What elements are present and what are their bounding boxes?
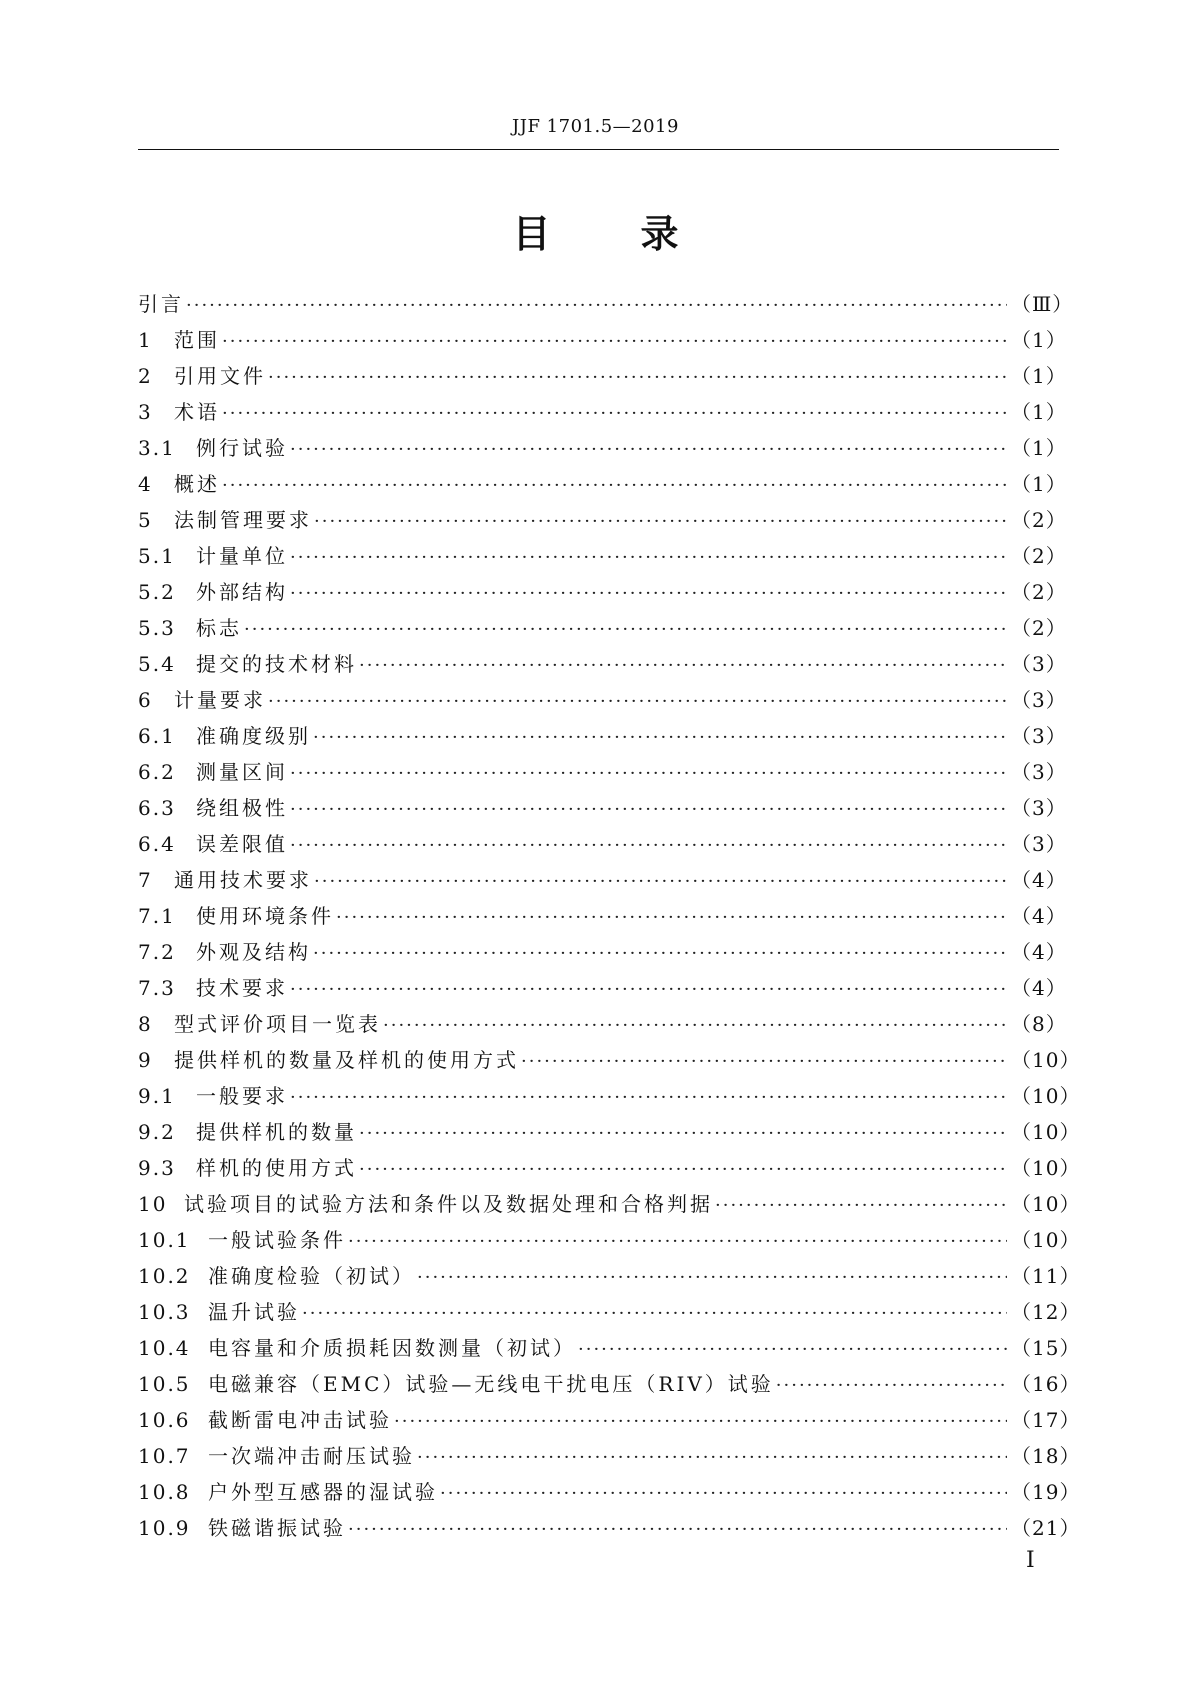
toc-entry-number: 10.7: [138, 1444, 191, 1468]
toc-entry-page: （10）: [1011, 1048, 1081, 1072]
toc-entry-label: 提供样机的数量及样机的使用方式: [174, 1048, 519, 1072]
toc-entry[interactable]: [138, 1186, 1081, 1222]
toc-entry-label: 截断雷电冲击试验: [208, 1408, 392, 1432]
dot-leader: [290, 828, 1007, 864]
toc-entry-label: 标志: [196, 616, 242, 640]
dot-leader: [348, 1512, 1007, 1548]
toc-entry-number: 10.6: [138, 1408, 191, 1432]
toc-entry-label: 提交的技术材料: [196, 652, 357, 676]
toc-entry-label: 计量单位: [196, 544, 288, 568]
toc-entry-number: 5.4: [138, 652, 176, 676]
toc-entry-label: 准确度级别: [196, 724, 311, 748]
dot-leader: [383, 1008, 1007, 1044]
toc-entry[interactable]: [138, 790, 1067, 826]
toc-entry[interactable]: [138, 754, 1067, 790]
toc-entry-number: 7.3: [138, 976, 176, 1000]
toc-entry-number: 6: [138, 688, 153, 712]
toc-entry-label: 外观及结构: [196, 940, 311, 964]
toc-entry-label: 使用环境条件: [196, 904, 334, 928]
toc-entry-label: 温升试验: [208, 1300, 300, 1324]
toc-entry[interactable]: [138, 1006, 1067, 1042]
toc-entry-page: （18）: [1011, 1444, 1081, 1468]
toc-entry-number: 10.1: [138, 1228, 191, 1252]
toc-entry-number: 7.1: [138, 904, 176, 928]
toc-entry[interactable]: [138, 538, 1067, 574]
toc-entry[interactable]: [138, 934, 1067, 970]
toc-entry-page: （2）: [1011, 616, 1067, 640]
toc-entry-page: （3）: [1011, 796, 1067, 820]
dot-leader: [313, 720, 1007, 756]
dot-leader: [290, 972, 1007, 1008]
toc-entry-number: 9.1: [138, 1084, 176, 1108]
toc-entry[interactable]: [138, 502, 1067, 538]
dot-leader: [336, 900, 1007, 936]
toc-entry-number: 5.3: [138, 616, 176, 640]
toc-entry-number: 5.2: [138, 580, 176, 604]
toc-entry[interactable]: [138, 1402, 1081, 1438]
dot-leader: [290, 756, 1007, 792]
toc-entry-page: （1）: [1011, 400, 1067, 424]
toc-entry-page: （21）: [1011, 1516, 1081, 1540]
toc-entry-number: 3: [138, 400, 153, 424]
toc-entry-number: 5: [138, 508, 153, 532]
dot-leader: [314, 864, 1007, 900]
toc-entry-label: 测量区间: [196, 760, 288, 784]
toc-entry-page: （2）: [1011, 508, 1067, 532]
toc-entry-label: 样机的使用方式: [196, 1156, 357, 1180]
toc-entry[interactable]: [138, 1330, 1081, 1366]
toc-entry[interactable]: [138, 1258, 1081, 1294]
toc-entry-page: （17）: [1011, 1408, 1081, 1432]
toc-entry-label: 通用技术要求: [174, 868, 312, 892]
toc-entry-number: 10: [138, 1192, 168, 1216]
dot-leader: [290, 432, 1007, 468]
toc-entry-number: 7.2: [138, 940, 176, 964]
toc-entry-page: （12）: [1011, 1300, 1081, 1324]
dot-leader: [290, 540, 1007, 576]
toc-entry-number: 9.3: [138, 1156, 176, 1180]
toc-entry[interactable]: [138, 358, 1067, 394]
toc-entry-label: 计量要求: [174, 688, 266, 712]
toc-entry[interactable]: [138, 1294, 1081, 1330]
toc-entry[interactable]: [138, 682, 1067, 718]
toc-entry-label: 引言: [138, 292, 184, 316]
toc-entry-number: 10.9: [138, 1516, 191, 1540]
toc-entry-number: 10.8: [138, 1480, 191, 1504]
toc-entry-number: 3.1: [138, 436, 176, 460]
toc-entry-label: 一般要求: [196, 1084, 288, 1108]
toc-entry-page: （2）: [1011, 580, 1067, 604]
toc-entry-label: 技术要求: [196, 976, 288, 1000]
page-folio: I: [1026, 1548, 1035, 1573]
toc-entry-label: 法制管理要求: [174, 508, 312, 532]
toc-entry-page: （15）: [1011, 1336, 1081, 1360]
toc-entry-number: 5.1: [138, 544, 176, 568]
toc-entry-number: 1: [138, 328, 153, 352]
toc-entry-page: （10）: [1011, 1084, 1081, 1108]
toc-entry-label: 例行试验: [196, 436, 288, 460]
toc-entry-label: 误差限值: [196, 832, 288, 856]
dot-leader: [776, 1368, 1007, 1404]
toc-entry-number: 9: [138, 1048, 153, 1072]
toc-entry[interactable]: [138, 1474, 1081, 1510]
dot-leader: [290, 576, 1007, 612]
toc-entry-label: 型式评价项目一览表: [174, 1012, 381, 1036]
dot-leader: [290, 792, 1007, 828]
toc-entry[interactable]: [138, 1366, 1081, 1402]
toc-entry-page: （10）: [1011, 1120, 1081, 1144]
toc-entry-page: （3）: [1011, 688, 1067, 712]
toc-entry[interactable]: [138, 1510, 1081, 1546]
toc-entry-page: （1）: [1011, 328, 1067, 352]
dot-leader: [715, 1188, 1007, 1224]
toc-entry-number: 2: [138, 364, 153, 388]
toc-entry-number: 9.2: [138, 1120, 176, 1144]
toc-entry-number: 6.3: [138, 796, 176, 820]
toc-entry-label: 试验项目的试验方法和条件以及数据处理和合格判据: [184, 1192, 713, 1216]
toc-entry-page: （10）: [1011, 1192, 1081, 1216]
toc-entry[interactable]: [138, 394, 1067, 430]
toc-entry[interactable]: [138, 970, 1067, 1006]
dot-leader: [578, 1332, 1007, 1368]
toc-entry-number: 10.4: [138, 1336, 191, 1360]
dot-leader: [394, 1404, 1007, 1440]
toc-entry-label: 一次端冲击耐压试验: [208, 1444, 415, 1468]
dot-leader: [222, 324, 1007, 360]
toc-entry-label: 引用文件: [174, 364, 266, 388]
header-rule: [138, 149, 1059, 150]
toc-entry-label: 范围: [174, 328, 220, 352]
toc-entry-number: 6.4: [138, 832, 176, 856]
dot-leader: [222, 468, 1007, 504]
toc-entry[interactable]: [138, 1222, 1081, 1258]
toc-entry-label: 户外型互感器的湿试验: [208, 1480, 438, 1504]
toc-entry-page: （1）: [1011, 364, 1067, 388]
toc-entry-number: 8: [138, 1012, 153, 1036]
toc-entry-page: （1）: [1011, 472, 1067, 496]
toc-entry-page: （10）: [1011, 1228, 1081, 1252]
dot-leader: [440, 1476, 1007, 1512]
dot-leader: [359, 1116, 1007, 1152]
dot-leader: [313, 936, 1007, 972]
toc-entry-label: 电磁兼容（EMC）试验—无线电干扰电压（RIV）试验: [208, 1372, 774, 1396]
toc-entry-number: 6.1: [138, 724, 176, 748]
page-title: 目录: [512, 212, 769, 256]
toc-entry[interactable]: [138, 322, 1067, 358]
toc-entry[interactable]: [138, 1150, 1081, 1186]
toc-entry-number: 10.2: [138, 1264, 191, 1288]
toc-entry[interactable]: [138, 574, 1067, 610]
dot-leader: [417, 1260, 1007, 1296]
toc-entry-label: 提供样机的数量: [196, 1120, 357, 1144]
dot-leader: [290, 1080, 1007, 1116]
toc-entry-page: （4）: [1011, 868, 1067, 892]
toc-entry[interactable]: [138, 430, 1067, 466]
toc-entry[interactable]: [138, 898, 1067, 934]
table-of-contents: [138, 286, 1081, 1546]
toc-entry[interactable]: [138, 610, 1067, 646]
toc-entry-label: 准确度检验（初试）: [208, 1264, 415, 1288]
dot-leader: [359, 648, 1007, 684]
toc-entry-page: （16）: [1011, 1372, 1081, 1396]
toc-entry-page: （10）: [1011, 1156, 1081, 1180]
toc-entry-page: （4）: [1011, 940, 1067, 964]
toc-entry-page: （8）: [1011, 1012, 1067, 1036]
toc-entry-page: （4）: [1011, 976, 1067, 1000]
toc-entry-label: 电容量和介质损耗因数测量（初试）: [208, 1336, 576, 1360]
toc-entry[interactable]: [138, 1114, 1081, 1150]
toc-entry-number: 4: [138, 472, 153, 496]
toc-entry-page: （4）: [1011, 904, 1067, 928]
toc-entry-number: 10.5: [138, 1372, 191, 1396]
toc-entry-page: （3）: [1011, 652, 1067, 676]
toc-entry-page: （19）: [1011, 1480, 1081, 1504]
toc-entry-label: 铁磁谐振试验: [208, 1516, 346, 1540]
dot-leader: [186, 288, 1007, 324]
dot-leader: [314, 504, 1007, 540]
toc-entry[interactable]: [138, 718, 1067, 754]
toc-entry-page: （2）: [1011, 544, 1067, 568]
toc-entry-page: （11）: [1011, 1264, 1081, 1288]
dot-leader: [302, 1296, 1007, 1332]
toc-entry-label: 术语: [174, 400, 220, 424]
dot-leader: [521, 1044, 1007, 1080]
dot-leader: [268, 360, 1007, 396]
toc-entry-number: 6.2: [138, 760, 176, 784]
toc-entry[interactable]: [138, 286, 1074, 322]
toc-entry-label: 概述: [174, 472, 220, 496]
toc-entry-page: （3）: [1011, 724, 1067, 748]
toc-entry[interactable]: [138, 1078, 1081, 1114]
dot-leader: [222, 396, 1007, 432]
dot-leader: [417, 1440, 1007, 1476]
toc-entry-number: 7: [138, 868, 153, 892]
dot-leader: [348, 1224, 1007, 1260]
toc-entry-page: （3）: [1011, 760, 1067, 784]
dot-leader: [268, 684, 1007, 720]
toc-entry[interactable]: [138, 1438, 1081, 1474]
toc-entry-label: 一般试验条件: [208, 1228, 346, 1252]
page-header: JJF 1701.5—2019: [512, 116, 679, 137]
toc-entry-page: （3）: [1011, 832, 1067, 856]
toc-entry-label: 绕组极性: [196, 796, 288, 820]
dot-leader: [244, 612, 1007, 648]
toc-entry[interactable]: [138, 826, 1067, 862]
toc-entry[interactable]: [138, 862, 1067, 898]
toc-entry[interactable]: [138, 646, 1067, 682]
toc-entry-page: （1）: [1011, 436, 1067, 460]
toc-entry[interactable]: [138, 1042, 1081, 1078]
toc-entry-number: 10.3: [138, 1300, 191, 1324]
dot-leader: [359, 1152, 1007, 1188]
toc-entry[interactable]: [138, 466, 1067, 502]
toc-entry-label: 外部结构: [196, 580, 288, 604]
toc-entry-page: （Ⅲ）: [1011, 292, 1074, 316]
